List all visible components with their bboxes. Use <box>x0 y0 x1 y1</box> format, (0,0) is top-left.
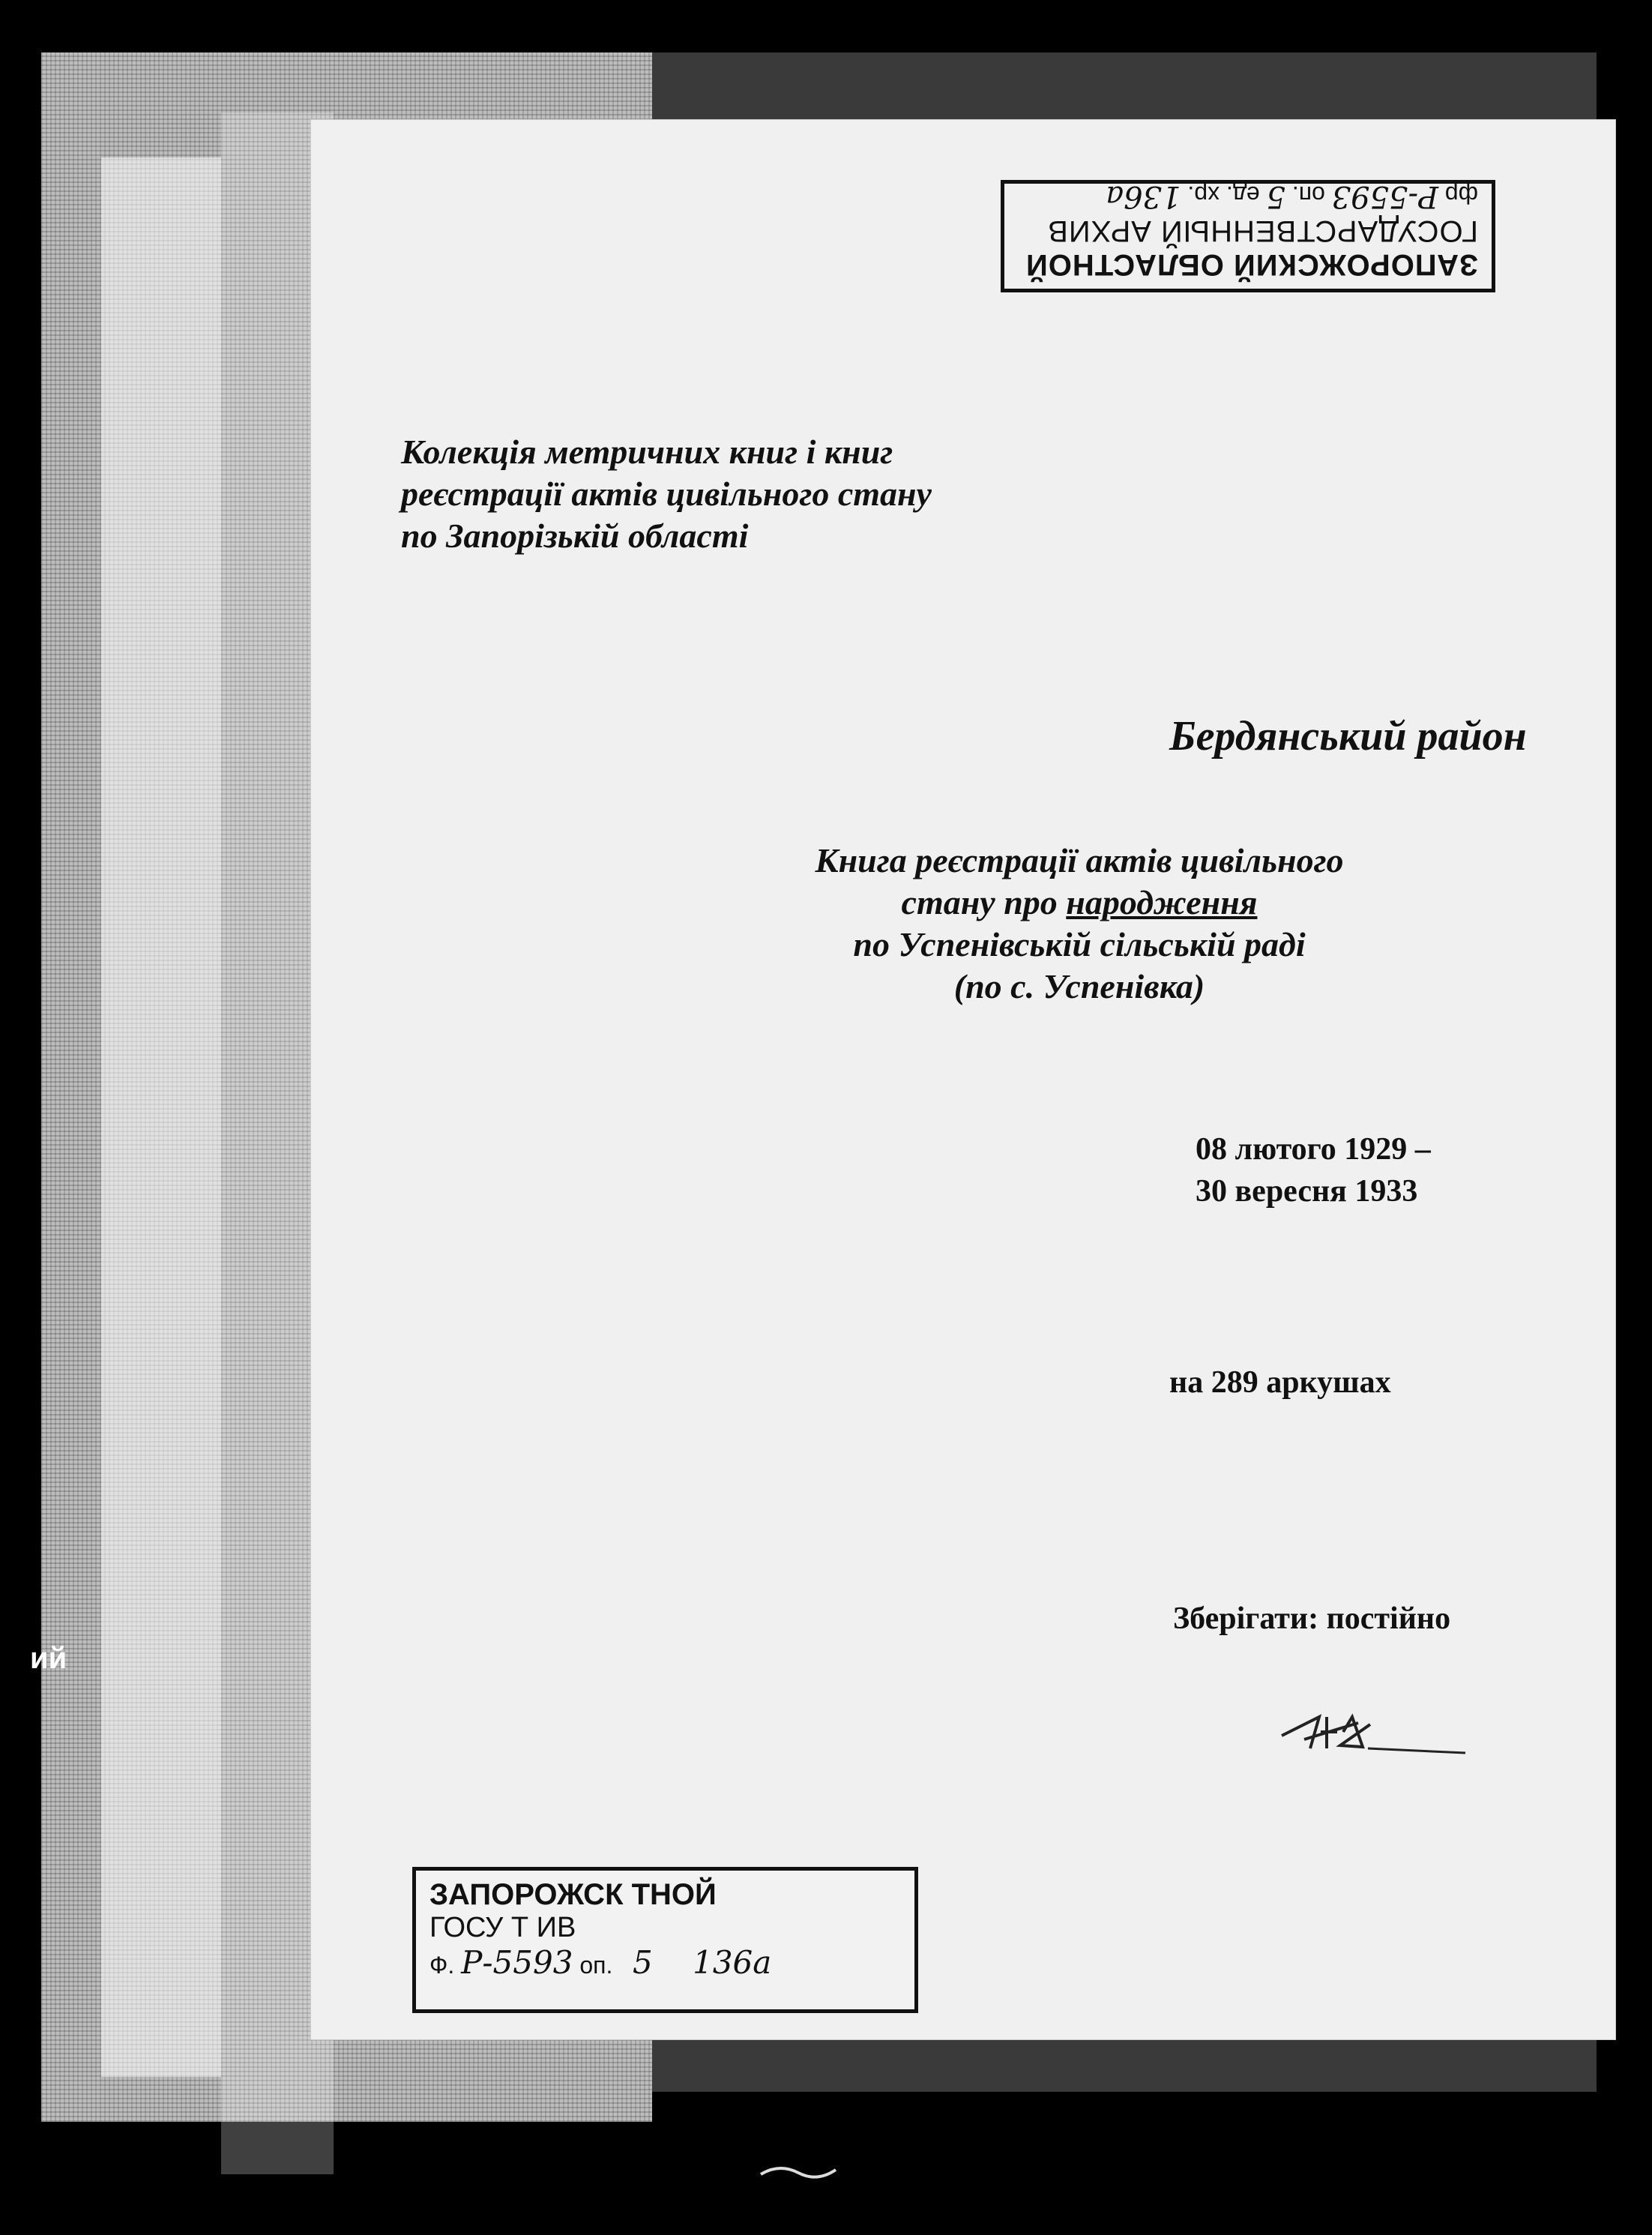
spine-partial-label: ий <box>30 1642 67 1675</box>
book-subject: народження <box>1066 883 1258 921</box>
date-range <box>1196 1128 1431 1212</box>
handwritten-number-142 <box>1274 1702 1469 1762</box>
stamp-bottom-fond-label: Ф. <box>429 1952 455 1979</box>
archive-stamp-top <box>1001 180 1495 292</box>
retention-note: Зберігати: постійно <box>1173 1601 1451 1636</box>
stamp-top-item-label: ед. хр. <box>1187 181 1260 208</box>
stamp-top-line1: ЗАПОРОЖСКИЙ ОБЛАСТНОЙ <box>1025 248 1478 281</box>
book-line1: Книга реєстрації актів цивільного <box>815 841 1344 879</box>
stamp-bottom-reference <box>429 1944 901 1981</box>
book-line4: (по с. Успенівка) <box>953 967 1205 1005</box>
edge-mark <box>757 2159 839 2182</box>
book-line2 <box>750 882 1409 924</box>
stamp-top-opis-value: 5 <box>1266 179 1285 214</box>
stamp-top-line2: ГОСУДАРСТВЕННЫЙ АРХИВ <box>1047 214 1478 247</box>
stamp-bottom-opis-value: 5 <box>633 1944 653 1981</box>
date-start: 08 лютого 1929 – <box>1196 1132 1431 1167</box>
sheet-count: на 289 аркушах <box>1169 1365 1391 1400</box>
stamp-bottom-item-value: 136а <box>693 1944 772 1981</box>
stamp-bottom-fond-value: Р-5593 <box>461 1944 573 1981</box>
stamp-top-reference <box>1018 179 1478 214</box>
stamp-bottom-line2: ГОСУ Т ИВ <box>429 1912 576 1943</box>
book-line3: по Успенівській сільській раді <box>853 925 1306 963</box>
collection-line1: Колекція метричних книг і книг <box>401 433 893 471</box>
collection-title <box>401 431 932 557</box>
stamp-top-fond-label: фр <box>1444 181 1478 208</box>
book-line2-prefix: стану про <box>901 883 1067 921</box>
book-title <box>750 840 1409 1008</box>
date-end: 30 вересня 1933 <box>1196 1174 1418 1209</box>
collection-line2: реєстрації актів цивільного стану <box>401 475 932 513</box>
archive-stamp-bottom <box>412 1867 918 2013</box>
stamp-bottom-opis-label: оп. <box>579 1952 613 1979</box>
spine-plastic-film <box>101 157 221 2077</box>
stamp-top-fond-value: Р-5593 <box>1331 179 1438 214</box>
stamp-top-opis-label: оп. <box>1291 181 1325 208</box>
collection-line3: по Запорізькій області <box>401 517 749 555</box>
district-heading: Бердянський район <box>1169 713 1527 759</box>
stamp-top-item-value: 136а <box>1106 179 1181 214</box>
stamp-bottom-line1: ЗАПОРОЖСК ТНОЙ <box>429 1878 717 1911</box>
